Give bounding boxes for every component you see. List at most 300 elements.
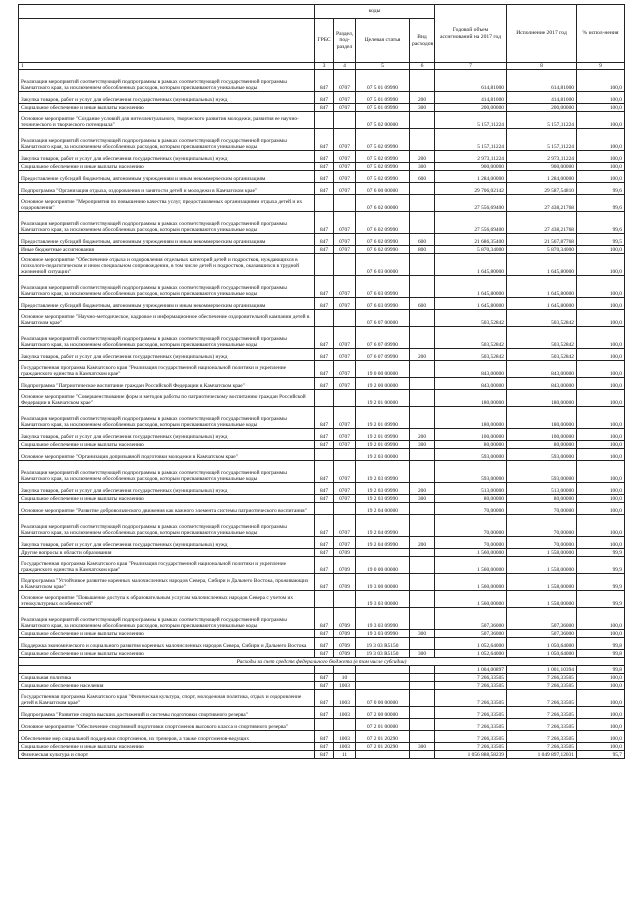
table-row <box>19 349 625 361</box>
row-razdel <box>334 195 356 212</box>
row-razdel <box>334 254 356 276</box>
row-razdel: 0707 <box>334 276 356 298</box>
row-plan: 27 556,69400 <box>435 195 507 212</box>
row-razdel: 0707 <box>334 361 356 378</box>
table-row <box>19 195 625 212</box>
row-pct: 99,9 <box>577 557 625 574</box>
table-row <box>19 707 625 719</box>
row-pct: 100,0 <box>577 70 625 92</box>
row-vid <box>410 390 435 407</box>
row-fact: 180,00000 <box>507 390 577 407</box>
table-row <box>19 327 625 349</box>
row-razdel: 0707 <box>334 104 356 112</box>
row-grbs: 847 <box>315 407 334 429</box>
row-name: Реализация мероприятий соответствующей подпрограммы в рамках соответствующей государственной программы Камчатского края, за исключением обособленных расходов, которым присваиваются уникальные коды <box>19 608 315 630</box>
table-row <box>19 151 625 163</box>
row-pct: 99,9 <box>577 549 625 557</box>
row-name: Реализация мероприятий соответствующей подпрограммы в рамках соответствующей государственной программы Камчатского края, за исключением обособленных расходов, которым присваиваются уникальные коды <box>19 276 315 298</box>
row-pct: 100,0 <box>577 129 625 151</box>
row-grbs <box>315 449 334 461</box>
row-target: 07 5 02 09990 <box>356 129 410 151</box>
row-fact: 414,81000 <box>507 92 577 104</box>
row-grbs: 847 <box>315 276 334 298</box>
row-plan: 503,52842 <box>435 349 507 361</box>
row-name: Социальное обеспечение и иные выплаты населению <box>19 441 315 449</box>
table-row <box>19 515 625 537</box>
row-razdel: 0707 <box>334 92 356 104</box>
row-vid <box>410 407 435 429</box>
row-fact: 503,52842 <box>507 310 577 327</box>
row-razdel: 0709 <box>334 650 356 658</box>
row-name: Закупка товаров, работ и услуг для обеспечения государственных (муниципальных) нужд <box>19 92 315 104</box>
row-pct: 100,0 <box>577 254 625 276</box>
row-vid <box>410 461 435 483</box>
row-name: Поддержка экономического и социального развития коренных малочисленных народов Севера, Сибири и Дальнего Востока <box>19 638 315 650</box>
row-pct: 100,0 <box>577 151 625 163</box>
table-row <box>19 449 625 461</box>
row-pct: 95,7 <box>577 751 625 759</box>
row-vid <box>410 361 435 378</box>
row-pct: 100,0 <box>577 327 625 349</box>
row-fact: 100,00000 <box>507 429 577 441</box>
row-vid <box>410 112 435 129</box>
row-vid <box>410 254 435 276</box>
row-target: 07 6 02 09990 <box>356 246 410 254</box>
row-name: Подпрограмма "Патриотическое воспитание граждан Российской Федерации в Камчатском крае" <box>19 378 315 390</box>
row-plan: 593,00000 <box>435 461 507 483</box>
row-fact: 1 558,00000 <box>507 549 577 557</box>
row-razdel: 0707 <box>334 461 356 483</box>
row-pct: 100,0 <box>577 690 625 707</box>
row-plan: 1 056 888,58239 <box>435 751 507 759</box>
row-grbs: 847 <box>315 104 334 112</box>
row-razdel: 0707 <box>334 163 356 171</box>
row-grbs: 847 <box>315 163 334 171</box>
row-target: 19 2 03 00000 <box>356 449 410 461</box>
header-annual: Годовой объем ассигнований на 2017 год <box>435 5 507 63</box>
row-target: 07 6 00 00000 <box>356 183 410 195</box>
row-name: Реализация мероприятий соответствующей подпрограммы в рамках соответствующей государственной программы Камчатского края, за исключением обособленных расходов, которым присваиваются уникальные коды <box>19 407 315 429</box>
row-fact: 7 266,33505 <box>507 682 577 690</box>
row-vid <box>410 549 435 557</box>
row-target <box>356 666 410 674</box>
row-fact: 180,00000 <box>507 407 577 429</box>
row-pct: 100,0 <box>577 503 625 515</box>
row-name: Другие вопросы в области образования <box>19 549 315 557</box>
table-row <box>19 608 625 630</box>
row-plan: 70,00000 <box>435 515 507 537</box>
header-exec: Исполнение 2017 год <box>507 5 577 63</box>
row-name: Основное мероприятие "Развитие добровольческого движения как важного элемента системы патриотического воспитания" <box>19 503 315 515</box>
row-plan: 27 556,69400 <box>435 212 507 234</box>
row-plan: 29 706,02142 <box>435 183 507 195</box>
row-name: Реализация мероприятий соответствующей подпрограммы в рамках соответствующей государственной программы Камчатского края, за исключением обособленных расходов, которым присваиваются уникальные коды <box>19 212 315 234</box>
row-plan: 7 266,33505 <box>435 707 507 719</box>
row-razdel <box>334 112 356 129</box>
row-grbs: 847 <box>315 690 334 707</box>
row-name: Подпрограмма "Развитие спорта высших достижений и системы подготовки спортивного резерва" <box>19 707 315 719</box>
row-grbs: 847 <box>315 212 334 234</box>
row-grbs: 847 <box>315 707 334 719</box>
row-grbs: 847 <box>315 638 334 650</box>
row-plan: 2 973,11224 <box>435 151 507 163</box>
row-pct: 99,6 <box>577 212 625 234</box>
row-razdel: 0707 <box>334 171 356 183</box>
row-fact: 21 567,87768 <box>507 234 577 246</box>
row-fact: 507,36000 <box>507 630 577 638</box>
row-vid <box>410 129 435 151</box>
row-vid: 200 <box>410 537 435 549</box>
row-fact: 614,81000 <box>507 70 577 92</box>
colnum: 4 <box>334 63 356 70</box>
federal-note: Расходы за счет средств федерального бюджета (в том числе субсидии) <box>19 658 625 666</box>
row-pct: 100,0 <box>577 349 625 361</box>
table-row <box>19 690 625 707</box>
row-grbs <box>315 195 334 212</box>
row-plan: 1 645,80000 <box>435 298 507 310</box>
row-plan: 1 645,80000 <box>435 254 507 276</box>
header-pct: % испол-нения <box>577 5 625 63</box>
row-pct: 100,0 <box>577 461 625 483</box>
table-row <box>19 719 625 731</box>
row-plan: 503,52842 <box>435 310 507 327</box>
table-row <box>19 666 625 674</box>
row-plan: 80,00000 <box>435 441 507 449</box>
row-plan: 7 266,33505 <box>435 731 507 743</box>
row-fact: 7 266,33505 <box>507 743 577 751</box>
row-pct: 100,0 <box>577 630 625 638</box>
row-razdel: 0709 <box>334 574 356 591</box>
row-plan: 593,00000 <box>435 449 507 461</box>
row-fact: 1 050,64000 <box>507 638 577 650</box>
table-row <box>19 112 625 129</box>
row-grbs: 847 <box>315 441 334 449</box>
row-fact: 1 645,80000 <box>507 276 577 298</box>
row-vid <box>410 327 435 349</box>
row-vid: 300 <box>410 630 435 638</box>
header-codes: коды <box>315 5 435 19</box>
row-plan: 1 004,00897 <box>435 666 507 674</box>
row-fact: 1 558,00000 <box>507 557 577 574</box>
row-razdel <box>334 449 356 461</box>
table-row <box>19 441 625 449</box>
row-plan: 100,00000 <box>435 429 507 441</box>
budget-sheet <box>18 4 624 759</box>
row-name: Закупка товаров, работ и услуг для обеспечения государственных (муниципальных) нужд <box>19 151 315 163</box>
row-name: Иные бюджетные ассигнования <box>19 246 315 254</box>
colnum: 9 <box>577 63 625 70</box>
row-fact: 1 558,00000 <box>507 574 577 591</box>
row-plan: 70,00000 <box>435 503 507 515</box>
row-plan: 1 284,00000 <box>435 171 507 183</box>
table-row <box>19 171 625 183</box>
table-row <box>19 461 625 483</box>
row-razdel: 0707 <box>334 129 356 151</box>
colnum: 5 <box>356 63 410 70</box>
row-pct: 100,0 <box>577 163 625 171</box>
row-target: 07 5 02 09990 <box>356 151 410 163</box>
row-razdel: 0707 <box>334 429 356 441</box>
row-vid <box>410 449 435 461</box>
row-plan: 1 560,00000 <box>435 557 507 574</box>
row-grbs: 847 <box>315 515 334 537</box>
row-target: 19 2 03 09990 <box>356 461 410 483</box>
row-razdel: 0707 <box>334 327 356 349</box>
row-pct: 99,6 <box>577 195 625 212</box>
table-row <box>19 638 625 650</box>
row-target: 07 5 01 09990 <box>356 92 410 104</box>
row-plan: 7 266,33505 <box>435 743 507 751</box>
row-razdel: 0707 <box>334 212 356 234</box>
row-plan: 614,81000 <box>435 70 507 92</box>
row-fact: 593,00000 <box>507 449 577 461</box>
row-grbs: 847 <box>315 92 334 104</box>
row-name: Основное мероприятие "Создание условий для интеллектуального, творческого развития молодежи, развития ее научно-технического и творческого потенциала" <box>19 112 315 129</box>
row-plan: 1 052,64000 <box>435 638 507 650</box>
row-name: Социальное обеспечение и иные выплаты населению <box>19 163 315 171</box>
row-grbs <box>315 591 334 608</box>
row-grbs: 847 <box>315 483 334 495</box>
table-row <box>19 743 625 751</box>
row-fact: 900,00000 <box>507 163 577 171</box>
header-blank <box>19 5 315 19</box>
row-fact: 200,00000 <box>507 104 577 112</box>
budget-table <box>18 4 625 759</box>
table-row <box>19 361 625 378</box>
table-row <box>19 212 625 234</box>
row-plan: 1 645,80000 <box>435 276 507 298</box>
row-razdel: 0707 <box>334 378 356 390</box>
row-razdel <box>334 503 356 515</box>
row-fact: 1 284,00000 <box>507 171 577 183</box>
row-fact: 593,00000 <box>507 461 577 483</box>
row-grbs: 847 <box>315 743 334 751</box>
row-target <box>356 674 410 682</box>
row-pct: 99,8 <box>577 666 625 674</box>
row-name: Предоставление субсидий бюджетным, автономным учреждениям и иным некоммерческим организациям <box>19 298 315 310</box>
row-name: Социальное обеспечение и иные выплаты населению <box>19 495 315 503</box>
row-razdel: 0707 <box>334 234 356 246</box>
table-row <box>19 503 625 515</box>
table-row <box>19 183 625 195</box>
row-razdel: 10 <box>334 674 356 682</box>
row-grbs <box>315 503 334 515</box>
row-vid <box>410 70 435 92</box>
row-fact: 513,00000 <box>507 483 577 495</box>
table-row <box>19 574 625 591</box>
row-pct: 100,0 <box>577 390 625 407</box>
row-fact: 7 266,33505 <box>507 707 577 719</box>
row-name: Основное мероприятие "Мероприятия по повышению качества услуг, предоставляемых организациями отдыха детей и их оздоровления" <box>19 195 315 212</box>
colnum: 8 <box>507 63 577 70</box>
row-pct: 100,0 <box>577 104 625 112</box>
row-target: 19 3 00 00000 <box>356 574 410 591</box>
table-row <box>19 557 625 574</box>
row-target: 19 3 03 R5150 <box>356 650 410 658</box>
row-name: Социальное обеспечение и иные выплаты населению <box>19 743 315 751</box>
row-target: 19 3 03 09990 <box>356 608 410 630</box>
table-row <box>19 298 625 310</box>
row-name: Основное мероприятие "Обеспечение отдыха и оздоровления отдельных категорий детей и подростков, нуждающихся в психолого-педагогическом и ином специальном сопровождении, в том числе детей и подростков, оказавшихся в трудной жизненной ситуации" <box>19 254 315 276</box>
row-plan: 1 052,64000 <box>435 650 507 658</box>
table-row <box>19 682 625 690</box>
row-pct: 99,6 <box>577 183 625 195</box>
row-grbs: 847 <box>315 151 334 163</box>
row-pct: 100,0 <box>577 441 625 449</box>
table-row <box>19 276 625 298</box>
row-plan: 7 266,33505 <box>435 719 507 731</box>
row-razdel <box>334 591 356 608</box>
row-razdel: 1003 <box>334 743 356 751</box>
row-vid <box>410 690 435 707</box>
row-plan: 507,36000 <box>435 608 507 630</box>
row-fact: 503,52842 <box>507 349 577 361</box>
row-pct: 100,0 <box>577 608 625 630</box>
row-fact: 7 266,33505 <box>507 731 577 743</box>
row-target: 07 2 01 00000 <box>356 719 410 731</box>
row-target: 07 5 02 09990 <box>356 171 410 183</box>
row-razdel: 1003 <box>334 690 356 707</box>
row-pct: 99,8 <box>577 650 625 658</box>
row-pct: 100,0 <box>577 429 625 441</box>
row-plan: 843,00000 <box>435 378 507 390</box>
row-grbs: 847 <box>315 378 334 390</box>
row-pct: 100,0 <box>577 743 625 751</box>
row-name: Социальное обеспечение населения <box>19 682 315 690</box>
table-row <box>19 429 625 441</box>
row-vid <box>410 557 435 574</box>
row-pct: 100,0 <box>577 407 625 429</box>
row-grbs: 847 <box>315 70 334 92</box>
table-row <box>19 650 625 658</box>
row-grbs: 847 <box>315 183 334 195</box>
row-name: Основное мероприятие "Повышение доступа к образовательным услугам малочисленных народов Севера с учетом их этнокультурных особенностей" <box>19 591 315 608</box>
row-pct: 100,0 <box>577 361 625 378</box>
row-target: 07 6 03 09990 <box>356 298 410 310</box>
row-grbs: 847 <box>315 751 334 759</box>
row-plan: 843,00000 <box>435 361 507 378</box>
table-row <box>19 591 625 608</box>
row-fact: 29 587,54810 <box>507 183 577 195</box>
row-name: Государственная программа Камчатского края "Реализация государственной национальной политики и укрепление гражданского единства в Камчатском крае" <box>19 361 315 378</box>
row-target: 07 6 02 00000 <box>356 195 410 212</box>
row-vid <box>410 682 435 690</box>
row-plan: 7 266,33505 <box>435 690 507 707</box>
row-vid <box>410 378 435 390</box>
row-name: Подпрограмма "Устойчивое развитие коренных малочисленных народов Севера, Сибири и Дальнего Востока, проживающих в Камчатском крае" <box>19 574 315 591</box>
row-plan: 513,00000 <box>435 483 507 495</box>
row-grbs: 847 <box>315 349 334 361</box>
row-pct: 100,0 <box>577 112 625 129</box>
row-fact: 503,52842 <box>507 327 577 349</box>
row-vid <box>410 674 435 682</box>
row-pct: 100,0 <box>577 682 625 690</box>
row-target: 07 5 01 09990 <box>356 70 410 92</box>
row-name: Основное мероприятие "Совершенствование форм и методов работы по патриотическому воспитанию граждан Российской Федерации в Камчатском крае" <box>19 390 315 407</box>
row-pct: 100,0 <box>577 731 625 743</box>
row-pct: 99,9 <box>577 574 625 591</box>
row-target: 19 2 04 00000 <box>356 503 410 515</box>
row-vid: 300 <box>410 163 435 171</box>
row-fact: 1 050,64000 <box>507 650 577 658</box>
row-target: 07 6 07 00000 <box>356 310 410 327</box>
row-target: 19 2 03 09990 <box>356 495 410 503</box>
table-row <box>19 163 625 171</box>
row-target: 07 6 02 09990 <box>356 234 410 246</box>
row-plan: 70,00000 <box>435 537 507 549</box>
row-target: 19 2 04 09990 <box>356 515 410 537</box>
row-target: 19 2 01 09990 <box>356 429 410 441</box>
row-razdel: 11 <box>334 751 356 759</box>
row-name: Социальное обеспечение и иные выплаты населению <box>19 630 315 638</box>
row-razdel: 0707 <box>334 70 356 92</box>
row-target: 07 5 02 00000 <box>356 112 410 129</box>
row-grbs: 847 <box>315 129 334 151</box>
row-razdel: 0707 <box>334 246 356 254</box>
row-razdel: 0709 <box>334 557 356 574</box>
row-fact: 70,00000 <box>507 503 577 515</box>
row-razdel: 0707 <box>334 151 356 163</box>
row-plan: 180,00000 <box>435 390 507 407</box>
row-fact: 5 157,11224 <box>507 129 577 151</box>
row-pct: 100,0 <box>577 495 625 503</box>
row-target: 19 2 04 09990 <box>356 537 410 549</box>
row-plan: 507,36000 <box>435 630 507 638</box>
row-razdel <box>334 666 356 674</box>
row-pct: 99,9 <box>577 591 625 608</box>
row-target: 19 2 03 09990 <box>356 483 410 495</box>
row-pct: 99,5 <box>577 234 625 246</box>
row-vid: 300 <box>410 650 435 658</box>
table-row <box>19 483 625 495</box>
row-plan: 1 560,00000 <box>435 591 507 608</box>
row-fact: 1 645,80000 <box>507 254 577 276</box>
row-razdel: 1003 <box>334 731 356 743</box>
table-row <box>19 731 625 743</box>
row-name: Закупка товаров, работ и услуг для обеспечения государственных (муниципальных) нужд <box>19 537 315 549</box>
row-name: Закупка товаров, работ и услуг для обеспечения государственных (муниципальных) нужд <box>19 349 315 361</box>
row-name: Реализация мероприятий соответствующей подпрограммы в рамках соответствующей государственной программы Камчатского края, за исключением обособленных расходов, которым присваиваются уникальные коды <box>19 70 315 92</box>
row-plan: 5 870,34000 <box>435 246 507 254</box>
row-grbs: 847 <box>315 682 334 690</box>
row-grbs: 847 <box>315 234 334 246</box>
table-row <box>19 92 625 104</box>
table-row <box>19 234 625 246</box>
row-pct: 99,8 <box>577 638 625 650</box>
row-fact: 1 049 897,12031 <box>507 751 577 759</box>
row-target <box>356 751 410 759</box>
row-name: Реализация мероприятий соответствующей подпрограммы в рамках соответствующей государственной программы Камчатского края, за исключением обособленных расходов, которым присваиваются уникальные коды <box>19 461 315 483</box>
row-target: 19 2 00 00000 <box>356 378 410 390</box>
row-razdel: 0707 <box>334 407 356 429</box>
row-razdel: 0709 <box>334 549 356 557</box>
row-fact: 5 870,34000 <box>507 246 577 254</box>
row-fact: 1 001,10394 <box>507 666 577 674</box>
row-razdel: 1003 <box>334 682 356 690</box>
row-vid: 800 <box>410 246 435 254</box>
row-target <box>356 682 410 690</box>
row-vid: 600 <box>410 298 435 310</box>
row-vid <box>410 574 435 591</box>
row-pct: 100,0 <box>577 92 625 104</box>
row-razdel: 0707 <box>334 495 356 503</box>
row-pct: 100,0 <box>577 449 625 461</box>
row-razdel: 0709 <box>334 638 356 650</box>
row-razdel: 0707 <box>334 483 356 495</box>
row-fact: 5 157,11224 <box>507 112 577 129</box>
row-plan: 5 157,11224 <box>435 129 507 151</box>
row-target: 19 0 00 00000 <box>356 557 410 574</box>
